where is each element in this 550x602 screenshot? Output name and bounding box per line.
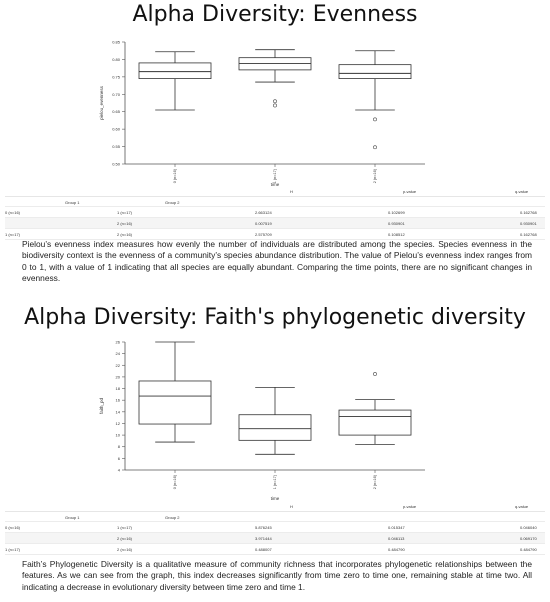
- description-paragraph: Faith’s Phylogenetic Diversity is a qualitative measure of community richness that incorporates phylogenetic relationships between the features. As we can see from the graph, this index decreases significantly from time zero to time one, remaining stable at time two. All indicating a decrease in evolutionary diversity between time zero and time 1.: [22, 559, 532, 592]
- cell-p: 0.015347: [388, 525, 405, 530]
- cell-p: 0.046113: [388, 536, 405, 541]
- outlier-point: [273, 104, 276, 107]
- stats-header-row: [5, 501, 545, 512]
- cell-q: 0.484790: [520, 547, 537, 552]
- cell-p: 0.108512: [388, 232, 405, 237]
- cell-q: 0.162768: [520, 232, 537, 237]
- cell-group2: 1 (n=17): [117, 210, 133, 215]
- outlier-point: [373, 118, 376, 121]
- cell-p: 0.484790: [388, 547, 405, 552]
- box-1: [239, 387, 311, 454]
- cell-group1: 0 (n=16): [5, 210, 21, 215]
- cell-group2: 2 (n=16): [117, 547, 133, 552]
- box-plot-evenness: [95, 34, 455, 192]
- cell-group1: 1 (n=17): [5, 232, 21, 237]
- y-tick-label: 0.60: [112, 126, 120, 132]
- col-p-value: p-value: [403, 189, 417, 194]
- cell-q: 0.069170: [520, 536, 537, 541]
- col-h: H: [290, 504, 293, 509]
- box-2: [339, 51, 411, 149]
- y-tick-label: 0.85: [112, 39, 120, 45]
- cell-h: 0.007519: [255, 221, 272, 226]
- col-group2: Group 2: [165, 515, 180, 520]
- box-1: [239, 50, 311, 107]
- section-title: Alpha Diversity: Evenness: [132, 2, 418, 27]
- cell-h: 0.488007: [255, 547, 272, 552]
- cell-group1: 0 (n=16): [5, 525, 21, 530]
- col-group1: Group 1: [65, 200, 80, 205]
- box-iqr: [339, 65, 411, 79]
- cell-group2: 2 (n=16): [117, 536, 133, 541]
- stats-table: [5, 186, 545, 240]
- cell-q: 0.162768: [520, 210, 537, 215]
- cell-h: 5.876245: [255, 525, 272, 530]
- x-tick-label: 2 (n=16): [373, 169, 378, 184]
- x-tick-label: 0 (n=16): [173, 475, 178, 490]
- table-row: [5, 218, 545, 229]
- cell-q: 0.046040: [520, 525, 537, 530]
- y-tick-label: 0.50: [112, 161, 120, 167]
- col-q-value: q-value: [515, 189, 529, 194]
- y-tick-label: 0.55: [112, 144, 120, 150]
- y-tick-label: 22: [115, 362, 120, 368]
- col-group2: Group 2: [165, 200, 180, 205]
- y-tick-label: 8: [117, 444, 120, 450]
- col-p-value: p-value: [403, 504, 417, 509]
- y-tick-label: 12: [115, 420, 120, 426]
- x-tick-label: 2 (n=16): [373, 475, 378, 490]
- box-iqr: [139, 63, 211, 79]
- box-0: [139, 52, 211, 110]
- box-2: [339, 372, 411, 444]
- box-iqr: [139, 381, 211, 424]
- y-tick-label: 6: [117, 455, 120, 461]
- y-tick-label: 0.75: [112, 74, 120, 80]
- section-title: Alpha Diversity: Faith's phylogenetic diversity: [24, 305, 526, 330]
- y-axis-label: pielou_evenness: [99, 86, 104, 120]
- stats-group-row: [5, 197, 545, 207]
- x-tick-label: 0 (n=16): [173, 169, 178, 184]
- cell-group2: 2 (n=16): [117, 232, 133, 237]
- x-axis-label: time: [270, 496, 280, 501]
- cell-p: 0.102699: [388, 210, 405, 215]
- y-tick-label: 20: [115, 374, 120, 380]
- y-tick-label: 10: [115, 432, 120, 438]
- y-tick-label: 16: [115, 397, 120, 403]
- y-tick-label: 18: [115, 386, 120, 392]
- outlier-point: [373, 146, 376, 149]
- cell-group1: 1 (n=17): [5, 547, 21, 552]
- cell-h: 2.663124: [255, 210, 272, 215]
- table-row: [5, 533, 545, 544]
- table-row: [5, 207, 545, 218]
- stats-table: [5, 501, 545, 555]
- table-row: [5, 522, 545, 533]
- y-tick-label: 26: [115, 339, 120, 345]
- cell-p: 0.930901: [388, 221, 405, 226]
- x-tick-label: 1 (n=17): [273, 169, 278, 184]
- y-axis-label: faith_pd: [99, 397, 104, 415]
- cell-h: 3.971444: [255, 536, 272, 541]
- y-tick-label: 0.65: [112, 109, 120, 115]
- outlier-point: [373, 372, 376, 375]
- table-row: [5, 544, 545, 555]
- col-q-value: q-value: [515, 504, 529, 509]
- stats-group-row: [5, 512, 545, 522]
- cell-h: 2.575709: [255, 232, 272, 237]
- box-0: [139, 342, 211, 442]
- col-group1: Group 1: [65, 515, 80, 520]
- col-h: H: [290, 189, 293, 194]
- y-tick-label: 4: [117, 467, 120, 473]
- x-tick-label: 1 (n=17): [273, 475, 278, 490]
- stats-header-row: [5, 186, 545, 197]
- outlier-point: [273, 100, 276, 103]
- y-tick-label: 14: [115, 409, 120, 415]
- box-iqr: [239, 415, 311, 441]
- cell-group2: 2 (n=16): [117, 221, 133, 226]
- x-axis-label: time: [270, 182, 280, 187]
- box-plot-faith-pd: [95, 336, 455, 508]
- cell-group2: 1 (n=17): [117, 525, 133, 530]
- description-paragraph: Pielou’s evenness index measures how evenly the number of individuals are distributed among the species. Species evenness in the biodiversity context is the evenness of a community’s species abundance distribution. The value of Pielou’s evenness index ranges from 0 to 1, with a value of 1 indicating that all species are equally abundant. Comparing the time points, there are no significant changes in evenness.: [22, 239, 532, 284]
- box-iqr: [339, 410, 411, 435]
- y-tick-label: 0.80: [112, 56, 120, 62]
- cell-q: 0.930901: [520, 221, 537, 226]
- y-tick-label: 24: [115, 351, 120, 357]
- y-tick-label: 0.70: [112, 91, 120, 97]
